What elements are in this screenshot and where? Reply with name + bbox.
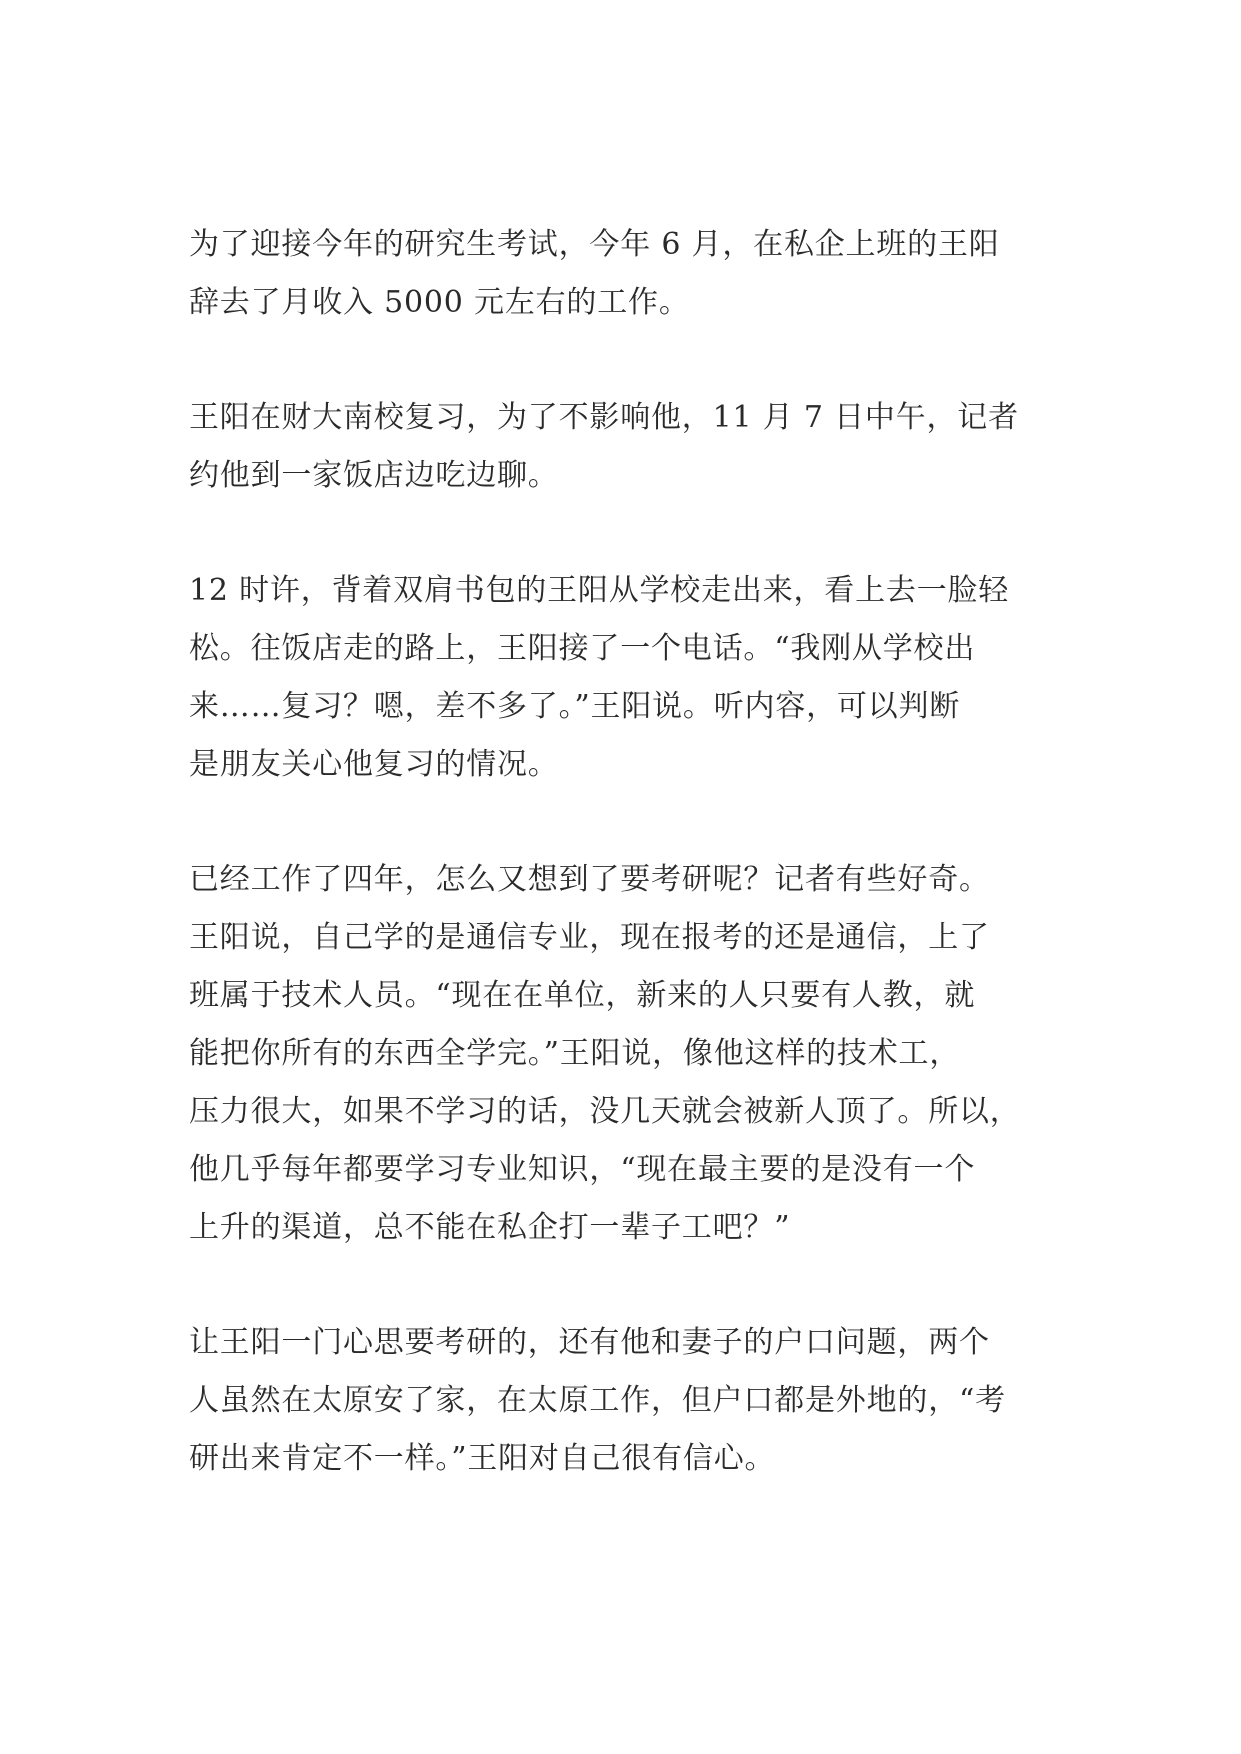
document-body (189, 216, 1051, 1545)
text-line: 让王阳一门心思要考研的，还有他和妻子的户口问题，两个 (189, 1325, 990, 1360)
paragraph (189, 851, 1051, 1257)
text-line: 研出来肯定不一样。”王阳对自己很有信心。 (189, 1441, 776, 1476)
text-line: 上升的渠道，总不能在私企打一辈子工吧？” (189, 1210, 791, 1245)
text-line: 已经工作了四年，怎么又想到了要考研呢？记者有些好奇。 (189, 862, 990, 897)
text-line: 王阳说，自己学的是通信专业，现在报考的还是通信，上了 (189, 920, 990, 955)
text-line: 为了迎接今年的研究生考试，今年 6 月，在私企上班的王阳 (189, 227, 1000, 262)
text-line: 压力很大，如果不学习的话，没几天就会被新人顶了。所以， (189, 1094, 1021, 1129)
text-line: 约他到一家饭店边吃边聊。 (189, 458, 559, 493)
paragraph (189, 1314, 1051, 1488)
paragraph (189, 389, 1051, 505)
text-line: 12 时许，背着双肩书包的王阳从学校走出来，看上去一脸轻 (189, 573, 1010, 608)
text-line: 来……复习？嗯，差不多了。”王阳说。听内容，可以判断 (189, 689, 961, 724)
text-line: 他几乎每年都要学习专业知识，“现在最主要的是没有一个 (189, 1152, 976, 1187)
text-line: 人虽然在太原安了家，在太原工作，但户口都是外地的，“考 (189, 1383, 1006, 1418)
paragraph (189, 562, 1051, 794)
text-line: 辞去了月收入 5000 元左右的工作。 (189, 285, 690, 320)
text-line: 松。往饭店走的路上，王阳接了一个电话。“我刚从学校出 (189, 631, 976, 666)
paragraph (189, 216, 1051, 332)
text-line: 班属于技术人员。“现在在单位，新来的人只要有人教，就 (189, 978, 976, 1013)
text-line: 王阳在财大南校复习，为了不影响他，11 月 7 日中午，记者 (189, 400, 1019, 435)
text-line: 能把你所有的东西全学完。”王阳说，像他这样的技术工， (189, 1036, 961, 1071)
text-line: 是朋友关心他复习的情况。 (189, 747, 559, 782)
